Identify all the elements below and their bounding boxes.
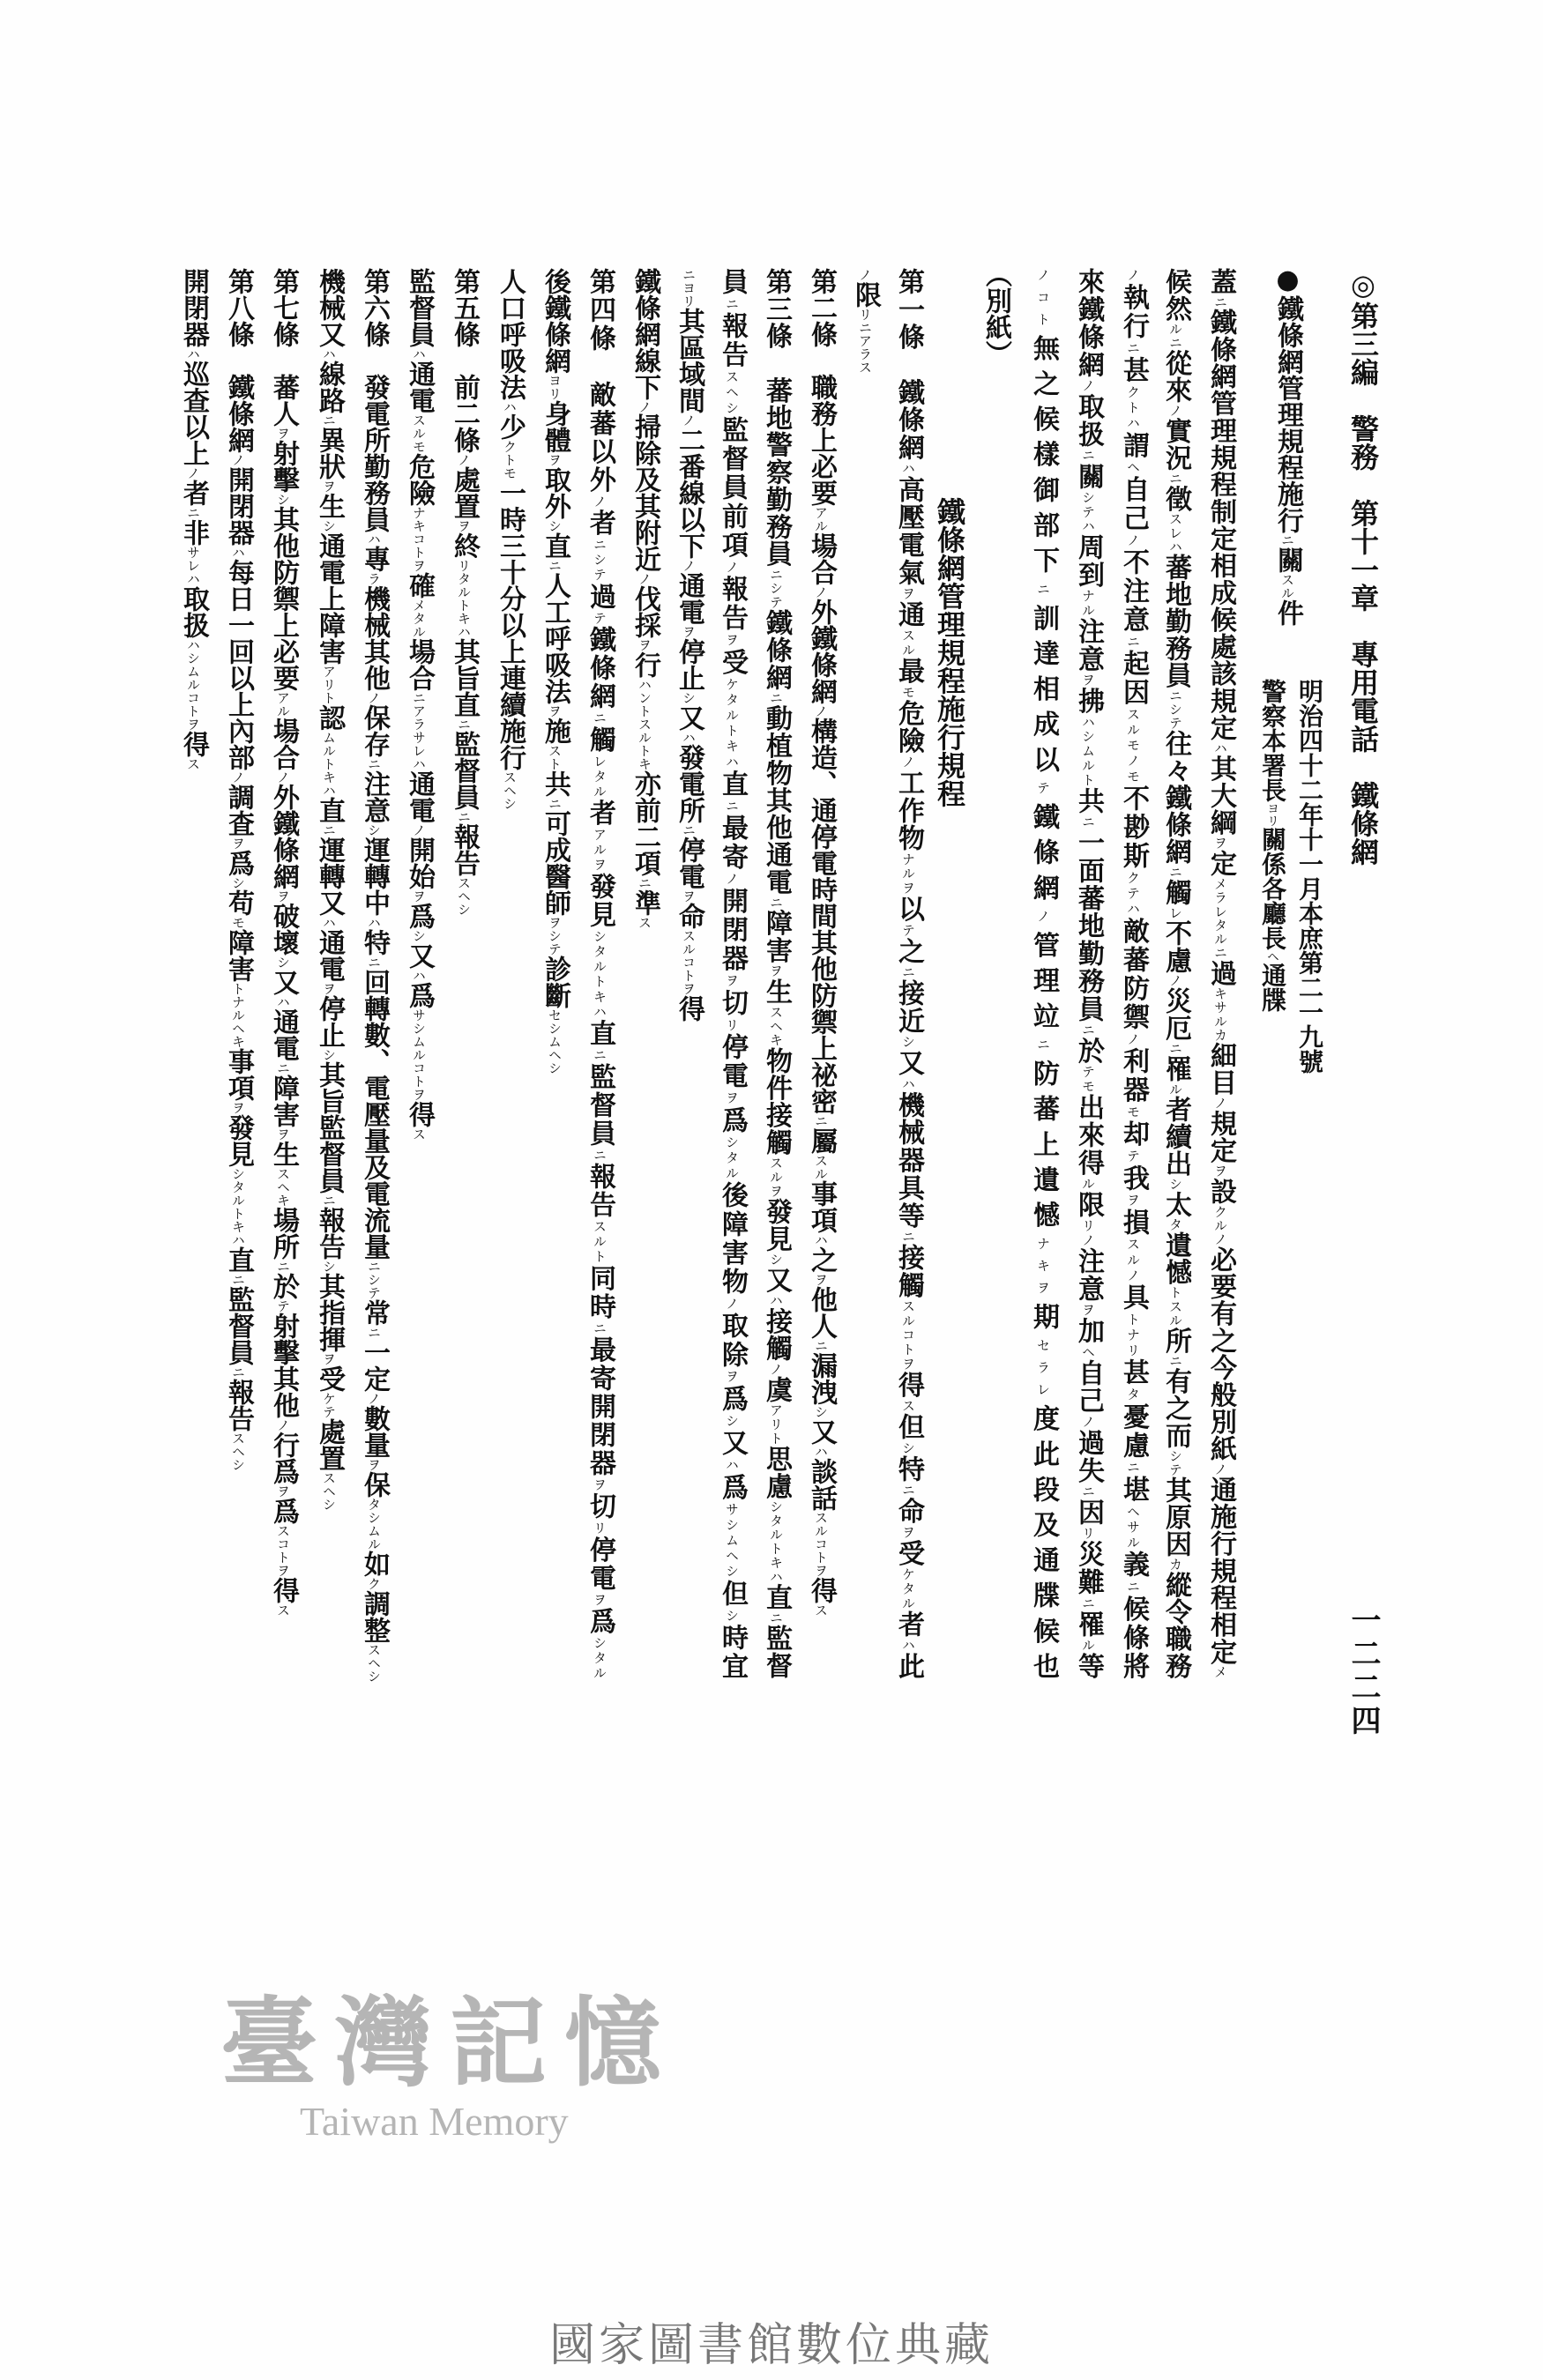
regulation-column: 後鐵條網ヨリ身體ヲ取外シ直ニ人工呼吸法ヲ施スト共ニ可成醫師ヲシテ診斷セシムヘシ — [540, 268, 570, 1075]
issuance-date-number: 明治四十二年十一月本庶第二一九號 — [1295, 679, 1324, 1074]
notice-column: 蓋ニ鐵條網管理規程制定相成候處該規定ハ其大綱ヲ定メラレタルニ過キサルカ細目ノ規定ヲ設クルノ必要有之今般別紙ノ通施行規程相定メ — [1205, 268, 1236, 1679]
regulation-column: 第五條 前二條ノ處置ヲ終リタルトキハ其旨直ニ監督員ニ報告スヘシ — [449, 268, 480, 916]
regulation-title: 鐵條網管理規程施行規程 — [933, 497, 966, 807]
notice-column: 來鐵條網ノ取扱ニ關シテハ周到ナル注意ヲ拂ハシムルト共ニ一面蕃地勤務員ニ於テモ出來得ル限リノ注意ヲ加ヘ自己ノ過失ニ因リ災難ニ罹ル等 — [1073, 268, 1104, 1679]
library-footer: 國家圖書館數位典藏 — [548, 2319, 994, 2372]
notice-column: ノコト無之候樣御部下ニ訓達相成以テ鐵條網ノ管理竝ニ防蕃上遺憾ナキヲ期セラレ度此段及通牒候也 — [1028, 268, 1059, 1679]
attachment-label: （別紙） — [980, 261, 1011, 367]
regulation-column: ノ限リニアラス — [850, 268, 881, 374]
regulation-column: 第七條 蕃人ヲ射擊シ其他防禦上必要アル場合ノ外鐵條網ヲ破壞シ又ハ通電ニ障害ヲ生スヘキ場所ニ於テ射擊其他ノ行爲ヲ爲スコトヲ得ス — [268, 268, 299, 1617]
regulation-column: 第六條 發電所勤務員ハ專ラ機械其他ノ保存ニ注意シ運轉中ハ特ニ回轉數、電壓量及電流量ニシテ常ニ一定ノ數量ヲ保タシムル如ク調整スヘシ — [359, 268, 390, 1683]
regulation-column: 鐵條網線下ノ掃除及其附近ノ伐採ヲ行ハントスルトキ亦前二項ニ準ス — [630, 268, 660, 929]
watermark-text: Taiwan Memory — [300, 2099, 569, 2144]
running-header: ◎第三編 警務 第十一章 專用電話 鐵條網 — [1346, 268, 1380, 866]
regulation-column: 第二條 職務上必要アル場合ノ外鐵條網ノ構造、通停電時間其他防禦上祕密ニ屬スル事項ハ之ヲ他人ニ漏洩シ又ハ談話スルコトヲ得ス — [806, 268, 837, 1617]
regulation-column: 監督員ハ通電スルモ危險ナキコトヲ確メタル場合ニアラサレハ通電ノ開始ヲ爲シ又ハ爲サシムルコトヲ得ス — [404, 268, 435, 1141]
watermark-logo: 臺灣記憶 — [220, 1986, 679, 2100]
page-number: 一二二四 — [1345, 1604, 1381, 1738]
regulation-column: 開閉器ハ巡查以上ノ者ニ非サレハ取扱ハシムルコトヲ得ス — [178, 268, 209, 770]
regulation-column: 第八條 鐵條網ノ開閉器ハ每日一回以上內部ノ調査ヲ爲シ苟モ障害トナルヘキ事項ヲ發見シタルトキハ直ニ監督員ニ報告スヘシ — [223, 268, 254, 1471]
regulation-column: 機械又ハ線路ニ異狀ヲ生シ通電上障害アリト認ムルトキハ直ニ運轉又ハ通電ヲ停止シ其旨監督員ニ報告シ其指揮ヲ受ケテ處置スヘシ — [314, 268, 345, 1511]
regulation-column: 第三條 蕃地警察勤務員ニシテ鐵條網ニ動植物其他通電ニ障害ヲ生スヘキ物件接觸スルヲ發見シ又ハ接觸ノ虞アリト思慮シタルトキハ直ニ監督 — [761, 268, 792, 1679]
regulation-column: ニヨリ其區域間ノ二番線以下ノ通電ヲ停止シ又ハ發電所ニ停電ヲ命スルコトヲ得 — [674, 268, 704, 1022]
notice-column: 候然ルニ從來ノ實況ニ徵スレハ蕃地勤務員ニシテ往々鐵條網ニ觸レ不慮ノ災厄ニ罹ル者續出シ太タ遺憾トスル所ニ有之而シテ其原因カ縱令職務 — [1160, 268, 1191, 1679]
regulation-column: 人口呼吸法ハ少クトモ一時三十分以上連續施行スヘシ — [495, 268, 526, 810]
regulation-column: 第四條 敵蕃以外ノ者ニシテ過テ鐵條網ニ觸レタル者アルヲ發見シタルトキハ直ニ監督員ニ報告スルト同時ニ最寄開閉器ヲ切リ停電ヲ爲シタル — [585, 268, 615, 1679]
issuance-sender: 警察本署長ヨリ關係各廳長ヘ通牒 — [1258, 679, 1287, 1012]
document-title: ●鐵條網管理規程施行ニ關スル件 — [1272, 264, 1303, 626]
regulation-column: 員ニ報告スヘシ監督員前項ノ報告ヲ受ケタルトキハ直ニ最寄ノ開閉器ヲ切リ停電ヲ爲シタル後障害物ノ取除ヲ爲シ又ハ爲サシムヘシ但シ時宜 — [717, 268, 748, 1679]
regulation-column: 第一條 鐵條網ハ高壓電氣ヲ通スル最モ危險ノ工作物ナルヲ以テ之ニ接近シ又ハ機械器具等ニ接觸スルコトヲ得ス但シ特ニ命ヲ受ケタル者ハ此 — [893, 268, 924, 1679]
notice-column: ノ執行ニ甚クトハ謂ヘ自己ノ不注意ニ起因スルモノモ不尠斯クテハ敵蕃防禦ノ利器モ却テ我ヲ損スルノ具トナリ甚タ憂慮ニ堪ヘサル義ニ候條將 — [1118, 268, 1149, 1679]
